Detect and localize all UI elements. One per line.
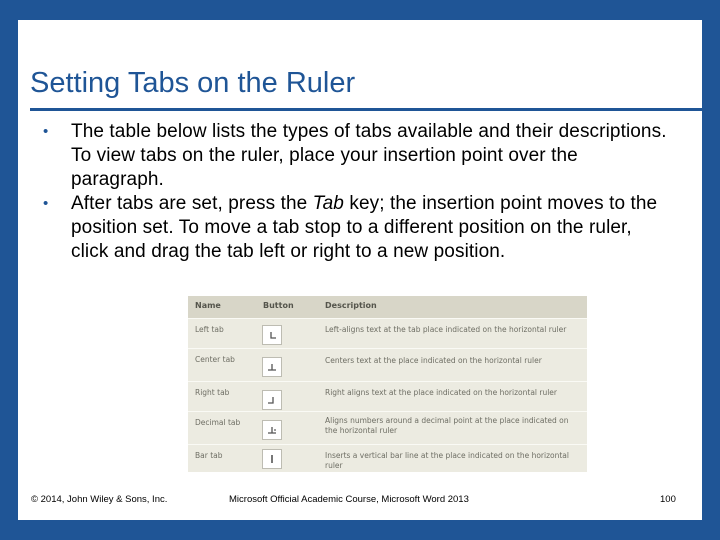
table-header xyxy=(188,296,587,318)
header-description: Description xyxy=(325,301,377,310)
footer-page-number: 100 xyxy=(660,494,676,505)
footer-copyright: © 2014, John Wiley & Sons, Inc. xyxy=(31,494,168,505)
tab-name: Center tab xyxy=(195,355,235,364)
tab-description: Inserts a vertical bar line at the place indicated on the horizontal ruler xyxy=(325,451,569,470)
tab-name: Decimal tab xyxy=(195,418,241,427)
bullet-dot-icon: • xyxy=(43,123,49,140)
center-tab-icon xyxy=(262,357,282,377)
tab-name: Right tab xyxy=(195,388,230,397)
tab-description: Aligns numbers around a decimal point at the place indicated on the horizontal ruler xyxy=(325,416,569,435)
header-name: Name xyxy=(195,301,221,310)
right-tab-icon xyxy=(262,390,282,410)
table-row xyxy=(188,411,587,445)
tab-name: Bar tab xyxy=(195,451,223,460)
bullet-dot-icon: • xyxy=(43,195,49,212)
bullet-text-start: After tabs are set, press the xyxy=(71,193,313,214)
decimal-tab-icon xyxy=(262,420,282,440)
bullet-key-name: Tab xyxy=(312,193,344,214)
title-underline xyxy=(30,108,702,111)
left-tab-icon xyxy=(262,325,282,345)
table-row xyxy=(188,444,587,473)
tab-description: Centers text at the place indicated on the horizontal ruler xyxy=(325,356,542,365)
bar-tab-icon xyxy=(262,449,282,469)
tab-types-table xyxy=(188,296,587,472)
tab-description: Right aligns text at the place indicated on the horizontal ruler xyxy=(325,388,557,397)
header-button: Button xyxy=(263,301,294,310)
tab-name: Left tab xyxy=(195,325,224,334)
bullet-text-end: key; the insertion point moves to the position set. To move a tab stop to a different position on the ruler, click and drag the tab left or right to a new position. xyxy=(71,193,658,262)
table-row xyxy=(188,381,587,412)
bullet-item xyxy=(30,120,670,192)
tab-description: Left-aligns text at the tab place indicated on the horizontal ruler xyxy=(325,325,567,334)
slide xyxy=(18,20,702,520)
table-row xyxy=(188,348,587,382)
table-row xyxy=(188,318,587,349)
bullet-text: The table below lists the types of tabs available and their descriptions. To view tabs on the ruler, place your insertion point over the paragraph. xyxy=(71,121,667,190)
footer-course: Microsoft Official Academic Course, Microsoft Word 2013 xyxy=(229,494,469,505)
slide-title: Setting Tabs on the Ruler xyxy=(30,67,356,99)
bullet-list xyxy=(30,120,670,264)
bullet-item xyxy=(30,192,670,264)
